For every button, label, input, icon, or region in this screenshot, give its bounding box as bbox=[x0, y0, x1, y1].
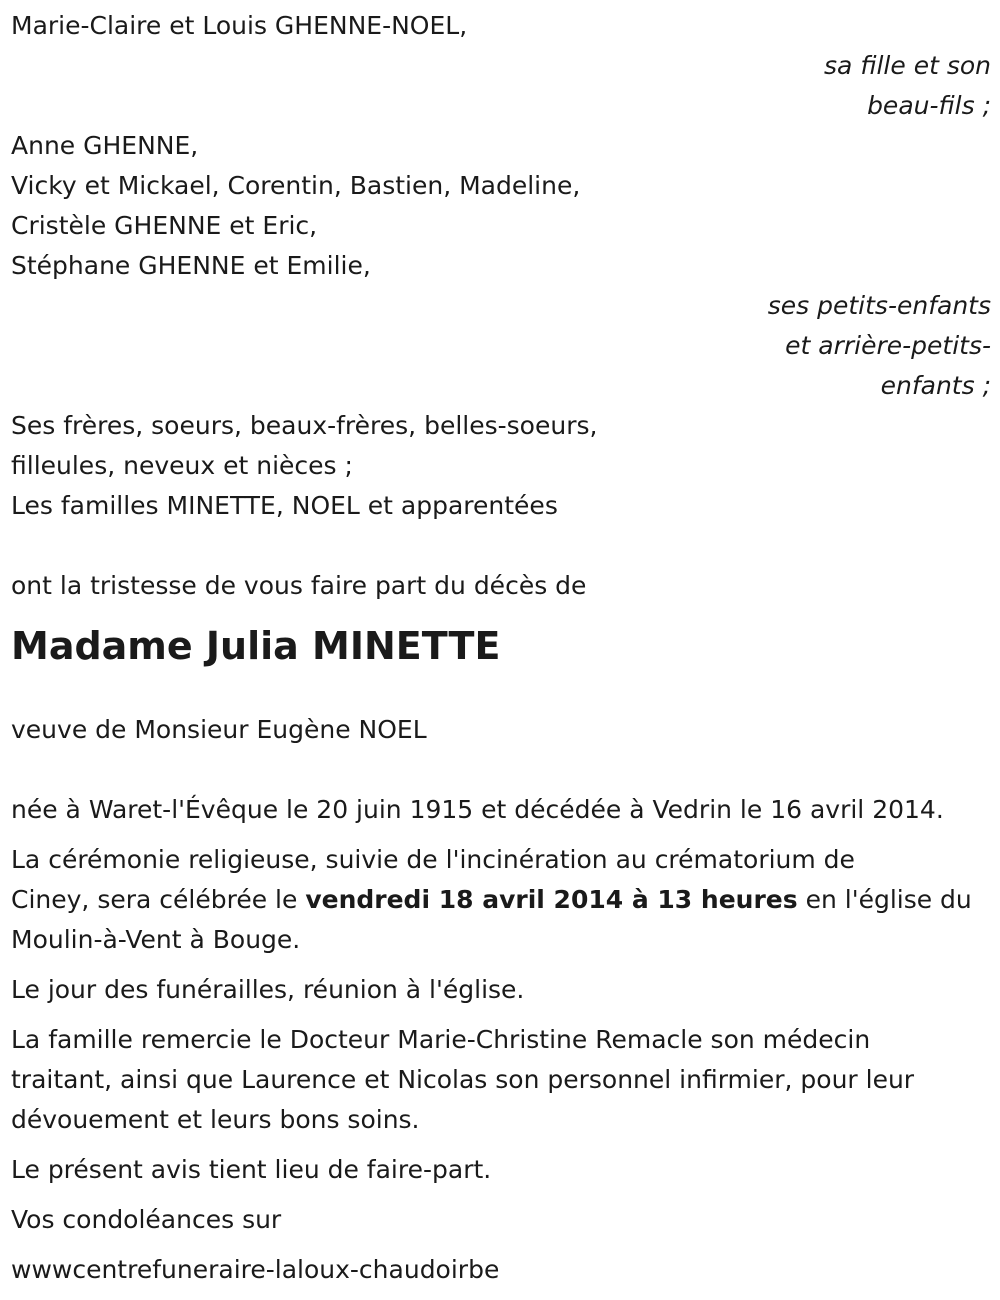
gathering-text: Le jour des funérailles, réunion à l'église. bbox=[11, 975, 525, 1004]
grandchild-line: Cristèle GHENNE et Eric, bbox=[11, 211, 318, 240]
grandchild-line: Stéphane GHENNE et Emilie, bbox=[11, 251, 371, 280]
ceremony-text: en l'église du bbox=[797, 885, 972, 914]
condolences-paragraph bbox=[11, 1200, 986, 1240]
notice-statement-paragraph bbox=[11, 1150, 986, 1190]
grandchildren-relation: et arrière-petits- bbox=[785, 331, 991, 360]
daughter-relation: beau-fils ; bbox=[867, 91, 991, 120]
announcement-text: ont la tristesse de vous faire part du décès de bbox=[11, 571, 587, 600]
birth-death-paragraph bbox=[11, 790, 986, 830]
family-line: Les familles MINETTE, NOEL et apparentées bbox=[11, 491, 558, 520]
grandchildren-relation: ses petits-enfants bbox=[767, 291, 991, 320]
daughter-relation: sa fille et son bbox=[824, 51, 991, 80]
ceremony-line bbox=[11, 880, 986, 920]
thanks-line: traitant, ainsi que Laurence et Nicolas son personnel infirmier, pour leur bbox=[11, 1065, 915, 1094]
daughter-names: Marie-Claire et Louis GHENNE-NOEL, bbox=[11, 11, 468, 40]
grandchild-line: Anne GHENNE, bbox=[11, 131, 199, 160]
birth-death-text: née à Waret-l'Évêque le 20 juin 1915 et décédée à Vedrin le 16 avril 2014. bbox=[11, 795, 944, 824]
ceremony-line: La cérémonie religieuse, suivie de l'incinération au crématorium de bbox=[11, 845, 855, 874]
obituary-notice bbox=[11, 6, 991, 1300]
deceased-name: Madame Julia MINETTE bbox=[11, 624, 501, 668]
website-text: wwwcentrefuneraire-laloux-chaudoirbe bbox=[11, 1255, 500, 1284]
thanks-paragraph bbox=[11, 1020, 986, 1140]
ceremony-text: Ciney, sera célébrée le bbox=[11, 885, 306, 914]
widow-of-text: veuve de Monsieur Eugène NOEL bbox=[11, 715, 427, 744]
family-line: Ses frères, soeurs, beaux-frères, belles-soeurs, bbox=[11, 411, 598, 440]
thanks-line: La famille remercie le Docteur Marie-Christine Remacle son médecin bbox=[11, 1025, 871, 1054]
grandchildren-relation: enfants ; bbox=[880, 371, 991, 400]
spacer bbox=[11, 526, 991, 566]
gathering-paragraph bbox=[11, 970, 986, 1010]
grandchild-line: Vicky et Mickael, Corentin, Bastien, Madeline, bbox=[11, 171, 581, 200]
thanks-line: dévouement et leurs bons soins. bbox=[11, 1105, 420, 1134]
condolences-label: Vos condoléances sur bbox=[11, 1205, 282, 1234]
ceremony-paragraph bbox=[11, 840, 986, 960]
spacer bbox=[11, 750, 991, 790]
website-paragraph bbox=[11, 1250, 986, 1290]
notice-statement-text: Le présent avis tient lieu de faire-part. bbox=[11, 1155, 492, 1184]
ceremony-date-time: vendredi 18 avril 2014 à 13 heures bbox=[305, 885, 798, 914]
family-line: filleules, neveux et nièces ; bbox=[11, 451, 353, 480]
ceremony-line: Moulin-à-Vent à Bouge. bbox=[11, 925, 301, 954]
